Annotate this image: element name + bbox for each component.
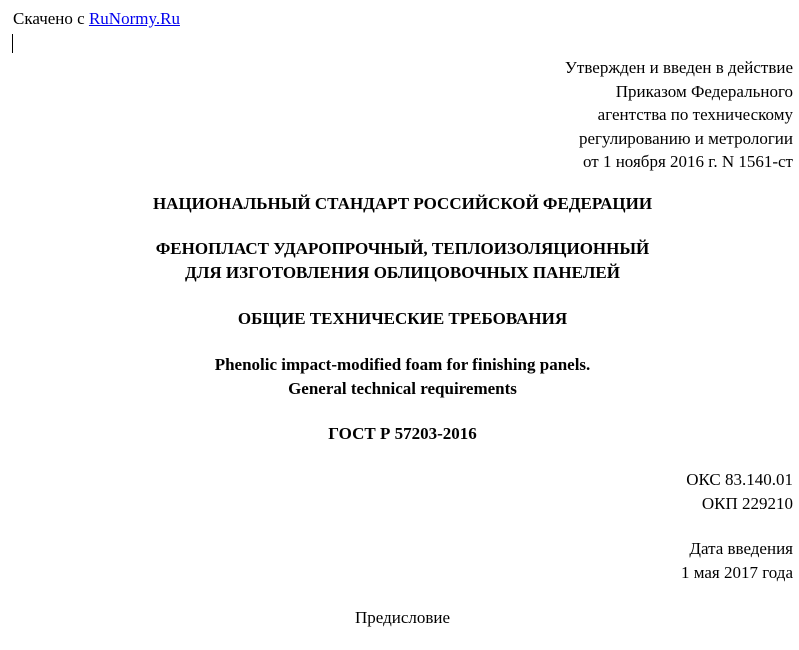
standard-title-ru bbox=[0, 237, 799, 284]
preface-heading: Предисловие bbox=[354, 608, 451, 627]
title-en-line: Phenolic impact-modified foam for finishing panels. bbox=[214, 355, 591, 374]
standard-designation: ГОСТ Р 57203-2016 bbox=[328, 424, 477, 443]
introduction-date-block bbox=[681, 537, 793, 584]
okp-code: ОКП 229210 bbox=[701, 493, 793, 513]
title-en-line: General technical requirements bbox=[288, 378, 517, 398]
standard-title-en bbox=[0, 353, 799, 400]
approval-block bbox=[565, 56, 793, 174]
source-link[interactable]: RuNormy.Ru bbox=[88, 9, 180, 28]
approval-line: регулированию и метрологии bbox=[578, 128, 793, 148]
source-line bbox=[13, 9, 180, 29]
classification-codes bbox=[686, 468, 793, 515]
source-prefix: Скачено с bbox=[13, 9, 85, 28]
approval-line: Приказом Федерального bbox=[615, 81, 793, 101]
national-standard-title: НАЦИОНАЛЬНЫЙ СТАНДАРТ РОССИЙСКОЙ ФЕДЕРАЦИИ bbox=[152, 194, 653, 213]
approval-line: Утвержден и введен в действие bbox=[564, 58, 793, 77]
introduction-label: Дата введения bbox=[689, 539, 793, 558]
introduction-date: 1 мая 2017 года bbox=[680, 562, 793, 582]
text-cursor bbox=[12, 34, 13, 53]
title-ru-line: ФЕНОПЛАСТ УДАРОПРОЧНЫЙ, ТЕПЛОИЗОЛЯЦИОННЫЙ bbox=[155, 239, 650, 258]
oks-code: ОКС 83.140.01 bbox=[686, 470, 793, 489]
title-ru-line: ДЛЯ ИЗГОТОВЛЕНИЯ ОБЛИЦОВОЧНЫХ ПАНЕЛЕЙ bbox=[185, 262, 620, 282]
approval-line: от 1 ноября 2016 г. N 1561-ст bbox=[583, 152, 793, 171]
approval-line: агентства по техническому bbox=[597, 105, 793, 124]
standard-subtitle-ru: ОБЩИЕ ТЕХНИЧЕСКИЕ ТРЕБОВАНИЯ bbox=[237, 309, 568, 328]
